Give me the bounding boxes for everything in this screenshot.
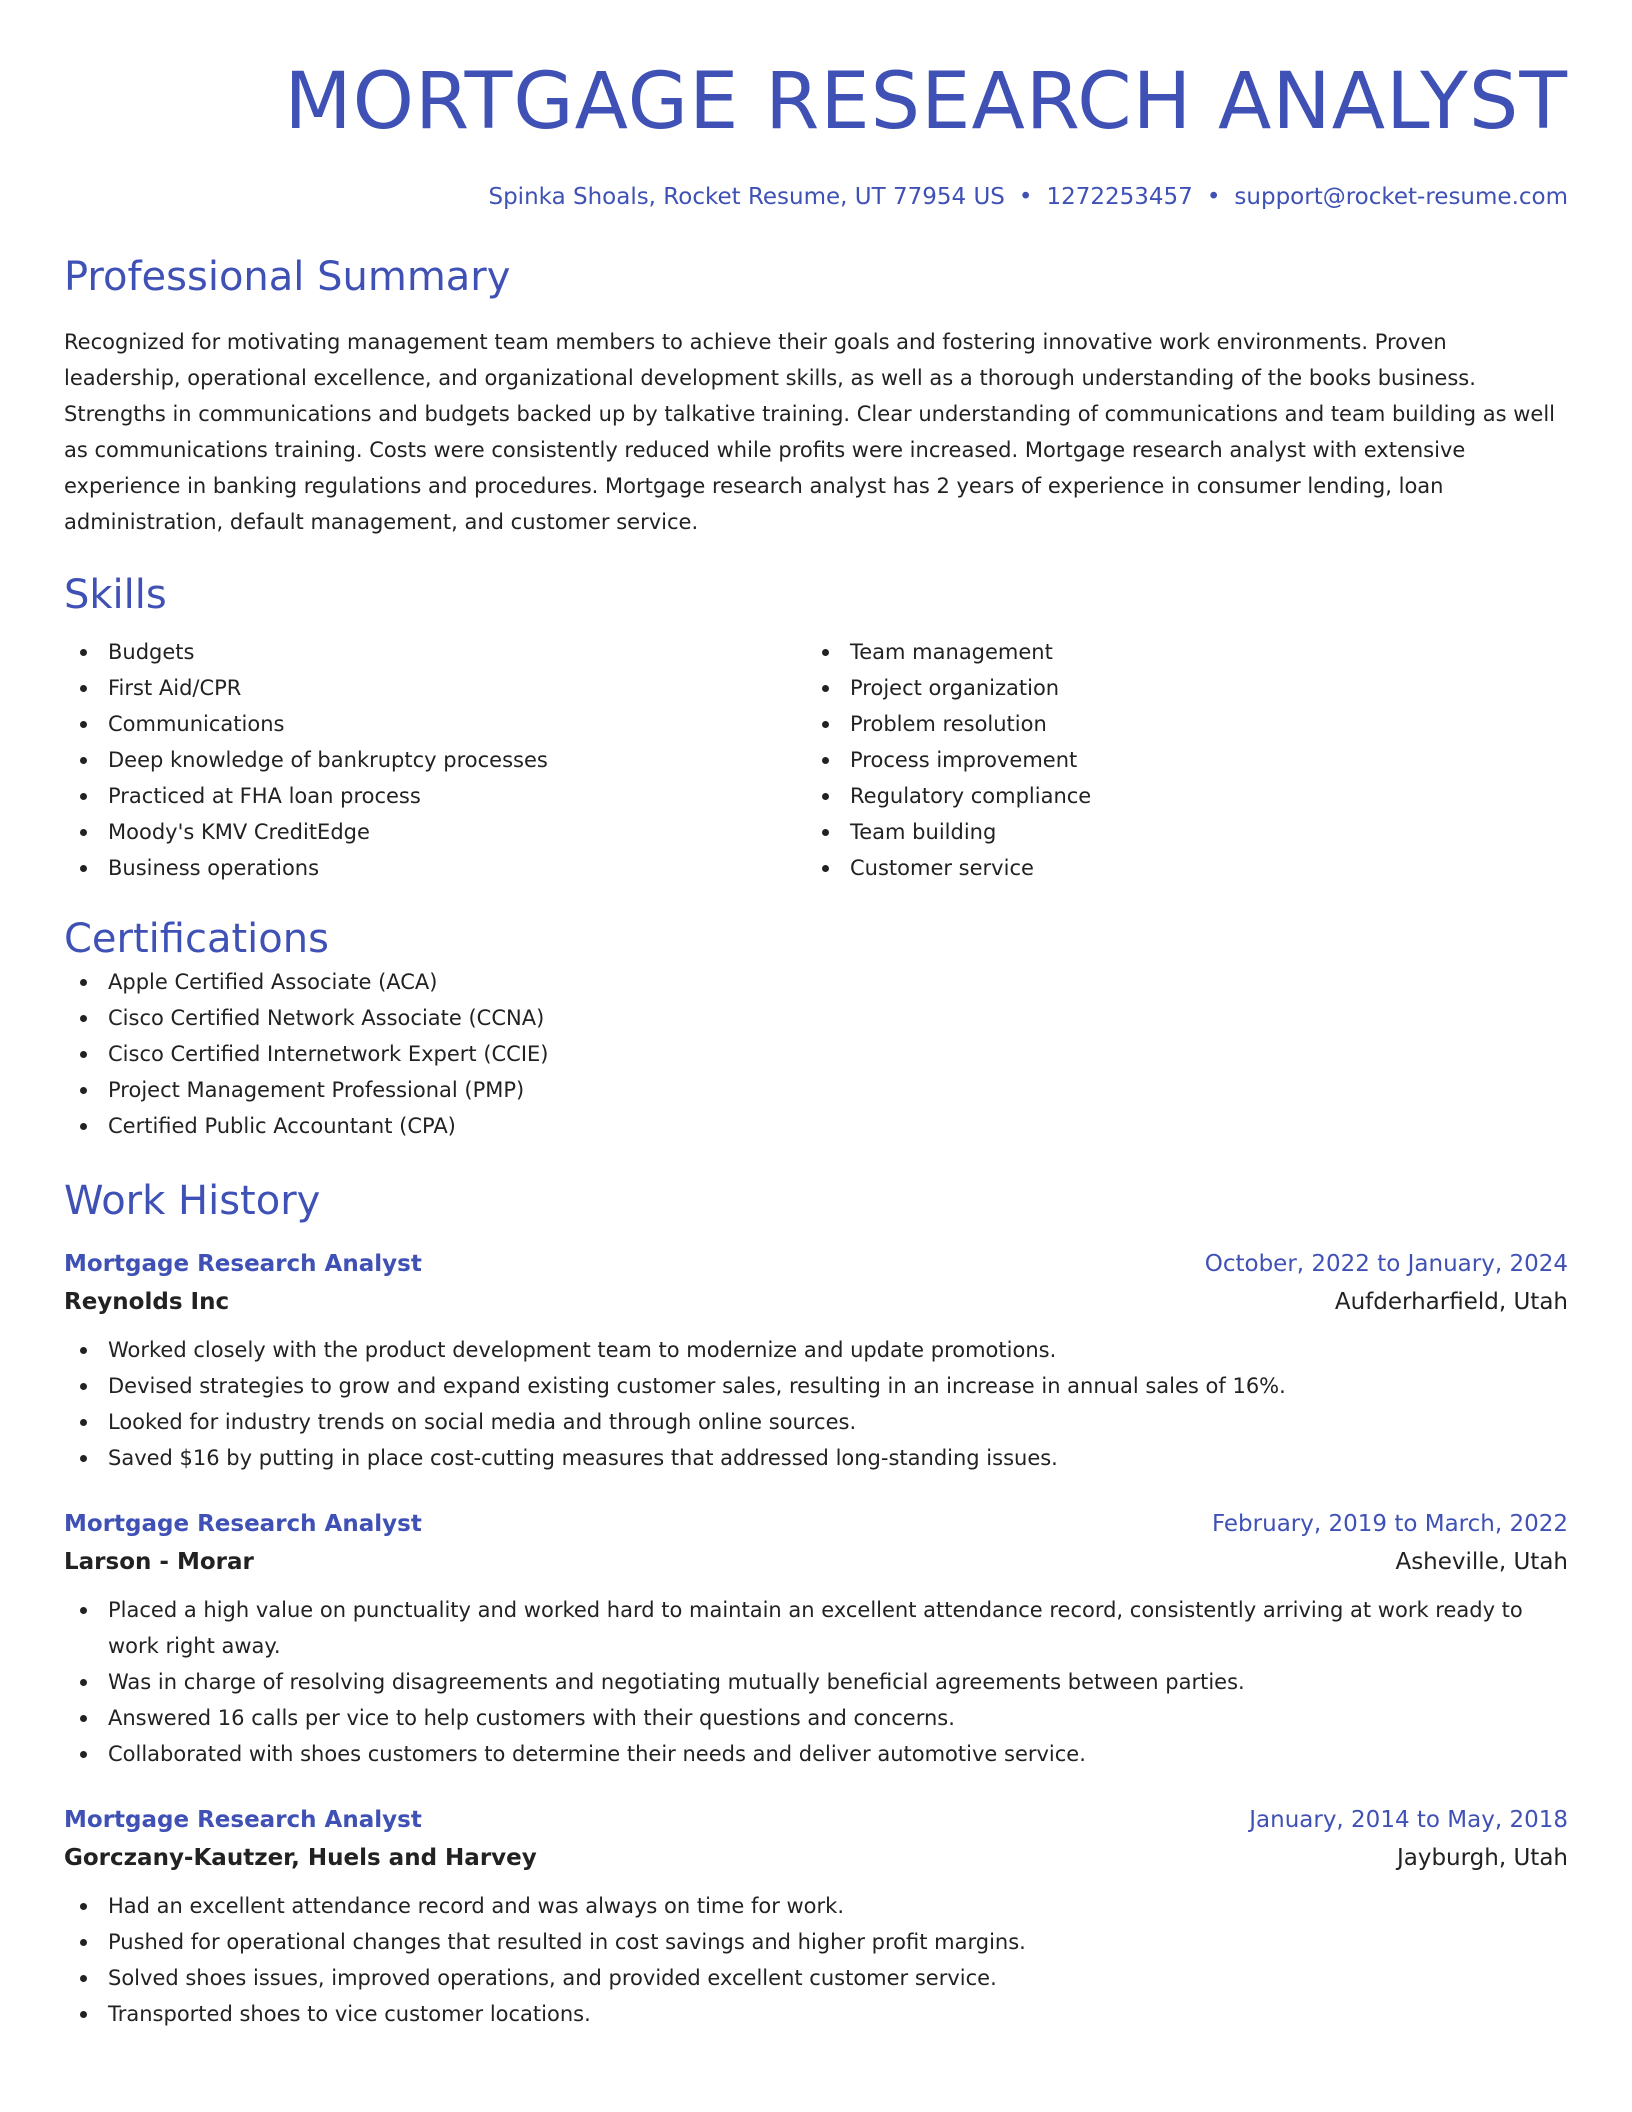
job-company: Reynolds Inc (64, 1289, 230, 1315)
job-bullet: Pushed for operational changes that resulted in cost savings and higher profit margins. (64, 1924, 1568, 1960)
summary-heading: Professional Summary (64, 254, 511, 300)
job-bullet: Was in charge of resolving disagreements and negotiating mutually beneficial agreements between parties. (64, 1664, 1568, 1700)
job-bullet: Looked for industry trends on social media and through online sources. (64, 1404, 1568, 1440)
skill-item: Business operations (64, 850, 806, 886)
skill-item: Project organization (806, 670, 1548, 706)
candidate-title: MORTGAGE RESEARCH ANALYST (284, 57, 1568, 147)
skills-heading: Skills (64, 572, 167, 618)
job-bullet: Placed a high value on punctuality and worked hard to maintain an excellent attendance record, consistently arriving at work ready to work right away. (64, 1592, 1568, 1664)
skill-item: Budgets (64, 634, 806, 670)
skill-item: Deep knowledge of bankruptcy processes (64, 742, 806, 778)
certifications-list (64, 964, 1568, 1144)
job-location: Asheville, Utah (1395, 1549, 1568, 1575)
job-bullet: Devised strategies to grow and expand existing customer sales, resulting in an increase in annual sales of 16%. (64, 1368, 1568, 1404)
skills-list-left (64, 634, 806, 886)
skill-item: Regulatory compliance (806, 778, 1548, 814)
skill-item: Moody's KMV CreditEdge (64, 814, 806, 850)
contact-address: Spinka Shoals, Rocket Resume, UT 77954 US (488, 184, 1005, 210)
certifications-heading: Certifications (64, 916, 329, 962)
skill-item: Problem resolution (806, 706, 1548, 742)
certification-item: Certified Public Accountant (CPA) (64, 1108, 1568, 1144)
job-title: Mortgage Research Analyst (64, 1511, 422, 1537)
job-dates: February, 2019 to March, 2022 (1211, 1511, 1568, 1537)
contact-email: support@rocket-resume.com (1234, 184, 1568, 210)
skill-item: Team building (806, 814, 1548, 850)
certification-item: Apple Certified Associate (ACA) (64, 964, 1568, 1000)
job-company: Gorczany-Kautzer, Huels and Harvey (64, 1845, 537, 1871)
job-header-row (64, 1246, 1568, 1282)
job-bullet: Transported shoes to vice customer locations. (64, 1996, 1568, 2032)
job-header-row (64, 1506, 1568, 1542)
certification-item: Cisco Certified Internetwork Expert (CCIE) (64, 1036, 1568, 1072)
work-history-heading: Work History (64, 1178, 321, 1224)
resume-page (64, 0, 1568, 2032)
job-company-row (64, 1838, 1568, 1878)
job-dates: October, 2022 to January, 2024 (1204, 1251, 1568, 1277)
job-bullets (64, 1332, 1568, 1476)
job-entry (64, 1802, 1568, 2032)
summary-text: Recognized for motivating management team members to achieve their goals and fostering innovative work environments. Proven leadership, operational excellence, and organizational development skills, as well as a thorough understanding of the books business. Strengths in communications and budgets backed up by talkative training. Clear understanding of communications and team building as well as communications training. Costs were consistently reduced while profits were increased. Mortgage research analyst with extensive experience in banking regulations and procedures. Mortgage research analyst has 2 years of experience in consumer lending, loan administration, default management, and customer service. (64, 330, 1556, 534)
job-location: Jayburgh, Utah (1396, 1845, 1568, 1871)
job-header-row (64, 1802, 1568, 1838)
job-entry (64, 1506, 1568, 1772)
job-company-row (64, 1282, 1568, 1322)
contact-separator: • (1018, 184, 1033, 210)
skill-item: Practiced at FHA loan process (64, 778, 806, 814)
job-bullet: Had an excellent attendance record and was always on time for work. (64, 1888, 1568, 1924)
contact-separator: • (1206, 184, 1221, 210)
skills-column-right (806, 634, 1548, 886)
job-title: Mortgage Research Analyst (64, 1807, 422, 1833)
contact-line (64, 182, 1568, 212)
contact-phone: 1272253457 (1046, 184, 1193, 210)
skills-column-left (64, 634, 806, 886)
skill-item: First Aid/CPR (64, 670, 806, 706)
job-entry (64, 1246, 1568, 1476)
skills-list-right (806, 634, 1548, 886)
job-company-row (64, 1542, 1568, 1582)
certification-item: Cisco Certified Network Associate (CCNA) (64, 1000, 1568, 1036)
job-bullet: Collaborated with shoes customers to determine their needs and deliver automotive service. (64, 1736, 1568, 1772)
certification-item: Project Management Professional (PMP) (64, 1072, 1568, 1108)
skills-grid (64, 634, 1568, 886)
job-bullet: Saved $16 by putting in place cost-cutting measures that addressed long-standing issues. (64, 1440, 1568, 1476)
resume-header (64, 0, 1568, 212)
job-bullet: Worked closely with the product development team to modernize and update promotions. (64, 1332, 1568, 1368)
job-company: Larson - Morar (64, 1549, 254, 1575)
job-dates: January, 2014 to May, 2018 (1249, 1807, 1568, 1833)
job-bullets (64, 1592, 1568, 1772)
job-bullet: Solved shoes issues, improved operations, and provided excellent customer service. (64, 1960, 1568, 1996)
job-bullets (64, 1888, 1568, 2032)
skill-item: Customer service (806, 850, 1548, 886)
skill-item: Communications (64, 706, 806, 742)
job-location: Aufderharfield, Utah (1334, 1289, 1568, 1315)
job-title: Mortgage Research Analyst (64, 1251, 422, 1277)
skill-item: Process improvement (806, 742, 1548, 778)
skill-item: Team management (806, 634, 1548, 670)
job-bullet: Answered 16 calls per vice to help customers with their questions and concerns. (64, 1700, 1568, 1736)
